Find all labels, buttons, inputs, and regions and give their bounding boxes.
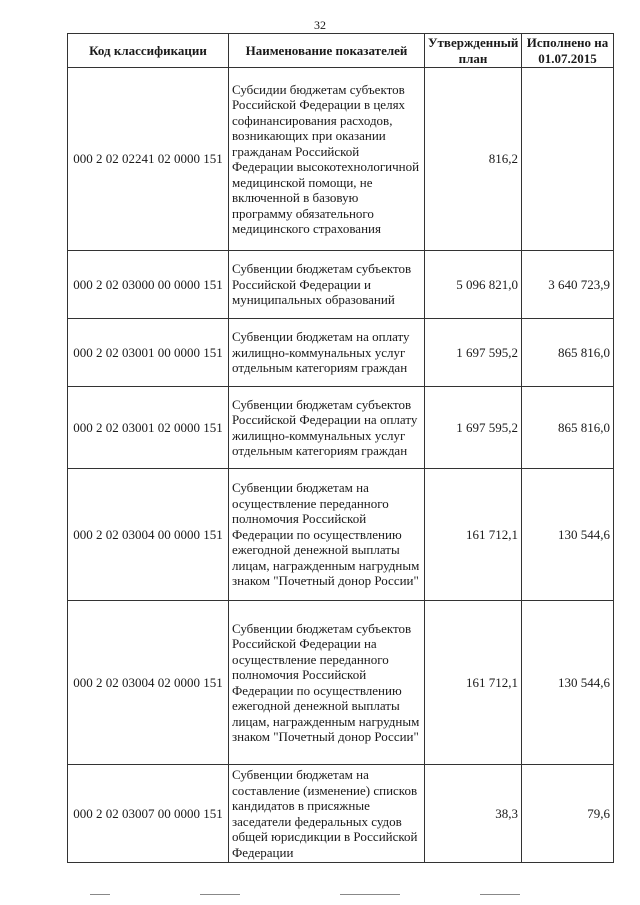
row-code: 000 2 02 03000 00 0000 151 [68,251,229,319]
row-code: 000 2 02 02241 02 0000 151 [68,68,229,251]
table-row [68,601,614,765]
row-plan: 1 697 595,2 [425,387,522,469]
row-name: Субвенции бюджетам субъектов Российской Федерации и муниципальных образований [229,251,425,319]
row-plan: 38,3 [425,765,522,863]
scan-artifact-line [90,894,110,895]
row-executed: 865 816,0 [522,387,614,469]
scan-artifact-line [480,894,520,895]
row-plan: 816,2 [425,68,522,251]
table-row [68,469,614,601]
row-name: Субвенции бюджетам субъектов Российской Федерации на оплату жилищно-коммунальных услуг отдельным категориям граждан [229,387,425,469]
row-name: Субсидии бюджетам субъектов Российской Федерации в целях софинансирования расходов, возникающих при оказании гражданам Российской Федерации высокотехнологичной медицинской помощи, не включенной в базовую программу обязательного медицинского страхования [229,68,425,251]
row-code: 000 2 02 03004 00 0000 151 [68,469,229,601]
row-executed: 130 544,6 [522,601,614,765]
row-plan: 161 712,1 [425,601,522,765]
header-executed: Исполнено на 01.07.2015 [522,34,614,68]
scan-artifact-line [200,894,240,895]
row-name: Субвенции бюджетам на составление (изменение) списков кандидатов в присяжные заседатели федеральных судов общей юрисдикции в Российской Федерации [229,765,425,863]
table-row [68,251,614,319]
header-plan: Утвержденный план [425,34,522,68]
row-code: 000 2 02 03001 02 0000 151 [68,387,229,469]
table-row [68,765,614,863]
row-code: 000 2 02 03007 00 0000 151 [68,765,229,863]
row-code: 000 2 02 03001 00 0000 151 [68,319,229,387]
row-executed: 865 816,0 [522,319,614,387]
row-name: Субвенции бюджетам субъектов Российской Федерации на осуществление переданного полномочия Российской Федерации по осуществлению ежегодной денежной выплаты лицам, награжденным нагрудным знаком "Почетный донор России" [229,601,425,765]
table-header-row [68,34,614,68]
scan-artifact-line [340,894,400,895]
page-number: 32 [314,18,326,32]
budget-table [67,33,614,863]
row-name: Субвенции бюджетам на осуществление переданного полномочия Российской Федерации по осуществлению ежегодной денежной выплаты лицам, награжденным нагрудным знаком "Почетный донор России" [229,469,425,601]
row-executed: 79,6 [522,765,614,863]
row-executed: 130 544,6 [522,469,614,601]
row-code: 000 2 02 03004 02 0000 151 [68,601,229,765]
row-executed [522,68,614,251]
row-plan: 1 697 595,2 [425,319,522,387]
table-row [68,319,614,387]
row-executed: 3 640 723,9 [522,251,614,319]
table-row [68,68,614,251]
row-name: Субвенции бюджетам на оплату жилищно-коммунальных услуг отдельным категориям граждан [229,319,425,387]
table-row [68,387,614,469]
header-code: Код классификации [68,34,229,68]
row-plan: 161 712,1 [425,469,522,601]
header-name: Наименование показателей [229,34,425,68]
row-plan: 5 096 821,0 [425,251,522,319]
